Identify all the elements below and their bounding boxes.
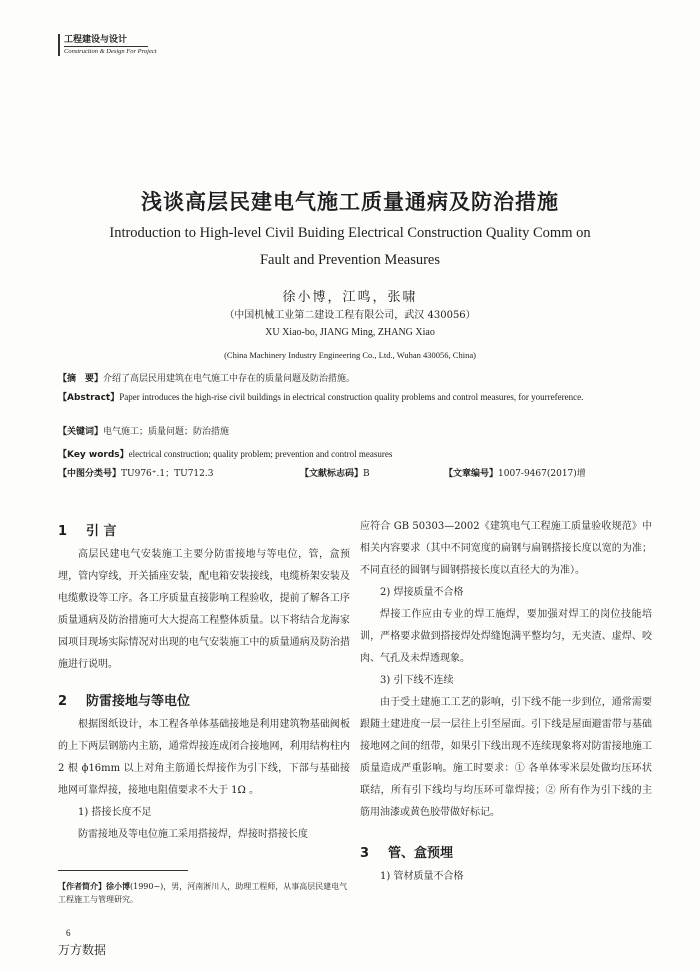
classification-text: TU976⁺.1；TU712.3 xyxy=(121,469,214,479)
abstract-en xyxy=(58,390,648,405)
subsection-2-1-title: 1) 搭接长度不足 xyxy=(78,807,152,818)
keywords-cn-text: 电气施工；质量问题；防治措施 xyxy=(103,427,230,437)
section-3-title: 管、盒预埋 xyxy=(388,846,454,861)
keywords-cn-label: 【关键词】 xyxy=(58,427,104,437)
abstract-en-text: Paper introduces the high-rise civil buildings in electrical construction quality problems and control measures, for yourreference. xyxy=(119,392,584,402)
keywords-en xyxy=(58,447,648,462)
classification xyxy=(58,467,298,481)
right-column xyxy=(360,516,652,888)
affiliation-cn: （中国机械工业第二建设工程有限公司，武汉 430056） xyxy=(224,310,476,321)
journal-name-cn: 工程建设与设计 xyxy=(64,35,128,45)
journal-header xyxy=(58,34,157,56)
right-paragraph-2: 焊接工作应由专业的焊工施焊，要加强对焊工的岗位技能培训，严格要求做到搭接焊处焊缝饱满平整均匀，无夹渣、虚焊、咬肉、气孔及未焊透现象。 xyxy=(360,609,652,664)
abstract-en-label: 【Abstract】 xyxy=(58,393,120,403)
affiliation-en: (China Machinery Industry Engineering Co., Ltd., Wuhan 430056, China) xyxy=(224,350,476,360)
subsection-2-3-title: 3) 引下线不连续 xyxy=(380,675,454,686)
doc-code xyxy=(300,467,430,481)
title-cn: 浅谈高层民建电气施工质量通病及防治措施 xyxy=(141,190,559,214)
section-1-number: 1 xyxy=(58,524,68,539)
title-en: Introduction to High-level Civil Buiding Electrical Construction Quality Comm on Fault and Prevention Measures xyxy=(109,225,591,268)
right-paragraph-1: 应符合 GB 50303—2002《建筑电气工程施工质量验收规范》中相关内容要求（其中不同宽度的扁钢与扁钢搭接长度以宽的为准；不同直径的圆钢与圆钢搭接长度以直径大的为准）。 xyxy=(360,521,652,576)
doc-code-label: 【文献标志码】 xyxy=(300,469,364,479)
authors-en: XU Xiao-bo, JIANG Ming, ZHANG Xiao xyxy=(265,327,435,338)
left-column xyxy=(58,520,350,846)
author-footnote xyxy=(58,880,348,906)
authors-cn: 徐小博，江鸣，张啸 xyxy=(282,290,418,305)
subsection-2-2-title: 2) 焊接质量不合格 xyxy=(380,587,464,598)
section-2-paragraph: 根据图纸设计，本工程各单体基础接地是利用建筑物基础阀板的上下两层钢筋内主筋，通常焊接连成闭合接地网，利用结构柱内 2 根 ϕ16mm 以上对角主筋通长焊接作为引下线，下部与基础接地网可靠焊接，接地电阻值要求不大于 1Ω 。 xyxy=(58,719,350,796)
section-1-title: 引 言 xyxy=(86,524,117,539)
keywords-en-text: electrical construction; quality problem; prevention and control measures xyxy=(128,449,393,459)
classification-label: 【中图分类号】 xyxy=(58,469,122,479)
abstract-cn xyxy=(58,372,648,386)
section-2-heading xyxy=(58,690,350,714)
footnote-name: 徐小博 xyxy=(106,882,130,891)
keywords-cn xyxy=(58,425,648,439)
journal-name-en: Construction & Design For Project xyxy=(64,48,157,55)
footnote-text: (1990~)，男，河南淅川人，助理工程师，从事高层民建电气工程施工与管理研究。 xyxy=(58,882,348,904)
keywords-en-label: 【Key words】 xyxy=(58,450,129,460)
section-2-title: 防雷接地与等电位 xyxy=(86,694,191,709)
section-1-heading xyxy=(58,520,350,544)
footnote-label: 【作者简介】 xyxy=(58,882,106,891)
article-number xyxy=(444,467,648,481)
section-2-number: 2 xyxy=(58,694,68,709)
section-2-paragraph-2: 防雷接地及等电位施工采用搭接焊，焊接时搭接长度 xyxy=(78,829,308,840)
page-number: 6 xyxy=(66,928,71,938)
section-3-heading xyxy=(360,842,652,866)
abstract-cn-label: 【摘 要】 xyxy=(58,374,104,384)
section-3-number: 3 xyxy=(360,846,370,861)
right-paragraph-3: 由于受土建施工工艺的影响，引下线不能一步到位，通常需要跟随土建进度一层一层往上引至屋面。引下线是屋面避雷带与基础接地网之间的纽带，如果引下线出现不连续现象将对防雷接地施工质量造成严重影响。施工时要求：① 各单体零米层处做均压环状联结，所有引下线均与均压环可靠焊接；② 所有作为引下线的主筋用油漆或黄色胶带做好标记。 xyxy=(360,697,652,818)
article-number-text: 1007-9467(2017)增 xyxy=(498,469,586,479)
article-number-label: 【文章编号】 xyxy=(444,469,499,479)
doc-code-text: B xyxy=(363,469,370,479)
subsection-3-1-title: 1) 管材质量不合格 xyxy=(380,871,464,882)
abstract-cn-text: 介绍了高层民用建筑在电气施工中存在的质量问题及防治措施。 xyxy=(103,374,356,384)
footnote-rule xyxy=(58,870,188,871)
section-1-paragraph: 高层民建电气安装施工主要分防雷接地与等电位，管，盒预埋，管内穿线，开关插座安装，配电箱安装接线，电缆桥架安装及电缆敷设等工序。各工序质量直接影响工程验收，提前了解各工序质量通病及防治措施可大大提高工程整体质量。以下将结合龙海家园项目现场实际情况对出现的电气安装施工中的质量通病及防治措施进行说明。 xyxy=(58,549,350,670)
watermark: 万方数据 xyxy=(58,943,107,957)
